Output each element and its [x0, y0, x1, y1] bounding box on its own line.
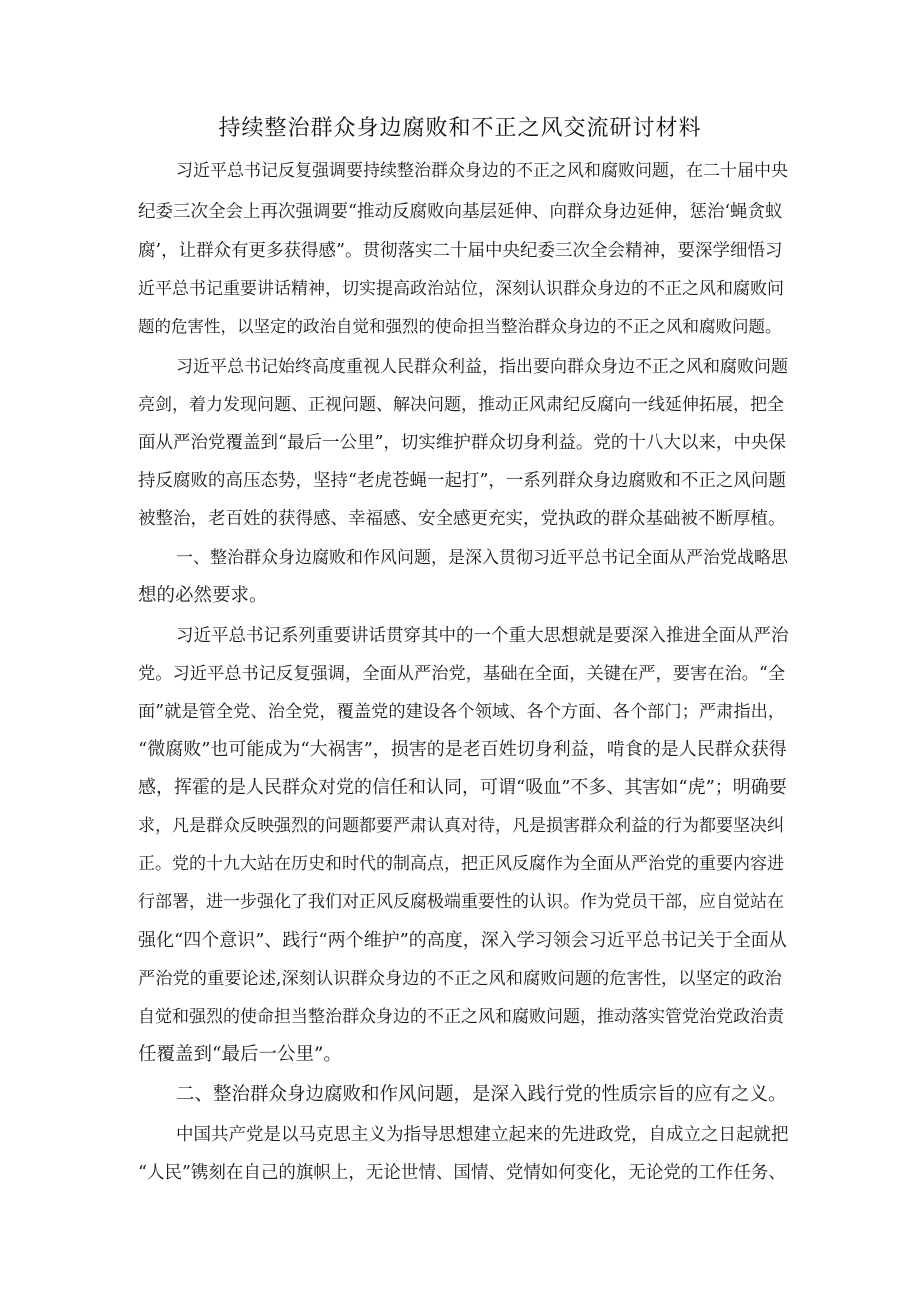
paragraph-line: 近平总书记重要讲话精神，切实提高政治站位，深刻认识群众身边的不正之风和腐败问 — [138, 279, 784, 299]
paragraph-line: 习近平总书记始终高度重视人民群众利益，指出要向群众身边不正之风和腐败问题 — [176, 357, 788, 377]
paragraph-line: 党。习近平总书记反复强调，全面从严治党，基础在全面，关键在严，要害在治。“全 — [138, 664, 786, 684]
paragraph-line: 习近平总书记反复强调要持续整治群众身边的不正之风和腐败问题，在二十届中央 — [176, 161, 788, 181]
paragraph-line: 被整治，老百姓的获得感、幸福感、安全感更充实，党执政的群众基础被不断厚植。 — [138, 509, 786, 529]
paragraph-line: 亮剑，着力发现问题、正视问题、解决问题，推动正风肃纪反腐向一线延伸拓展，把全 — [138, 395, 784, 415]
section-heading-line: 二、整治群众身边腐败和作风问题，是深入践行党的性质宗旨的应有之义。 — [176, 1084, 787, 1105]
paragraph-line: 正。党的十九大站在历史和时代的制高点，把正风反腐作为全面从严治党的重要内容进 — [138, 854, 784, 874]
paragraph-line: “微腐败”也可能成为“大祸害”，损害的是老百姓切身利益，啃食的是人民群众获得 — [138, 739, 787, 760]
paragraph-line: 求，凡是群众反映强烈的问题都要严肃认真对待，凡是损害群众利益的行为都要坚决纠 — [138, 816, 784, 836]
paragraph-line: 题的危害性，以坚定的政治自觉和强烈的使命担当整治群众身边的不正之风和腐败问题。 — [138, 317, 782, 336]
paragraph-line: 行部署，进一步强化了我们对正风反腐极端重要性的认识。作为党员干部，应自觉站在 — [138, 892, 784, 912]
paragraph-line: 中国共产党是以马克思主义为指导思想建立起来的先进政党，自成立之日起就把 — [176, 1125, 789, 1145]
section-heading-line: 一、整治群众身边腐败和作风问题，是深入贯彻习近平总书记全面从严治党战略思 — [176, 548, 788, 568]
document-title: 持续整治群众身边腐败和不正之风交流研讨材料 — [218, 116, 702, 141]
paragraph-line: 持反腐败的高压态势，坚持“老虎苍蝇一起打”，一系列群众身边腐败和不正之风问题 — [138, 471, 786, 491]
paragraph-line: 面从严治党覆盖到“最后一公里”，切实维护群众切身利益。党的十八大以来，中央保 — [138, 433, 786, 453]
paragraph-line: 任覆盖到“最后一公里”。 — [138, 1044, 342, 1065]
section-heading-line: 想的必然要求。 — [138, 585, 268, 606]
paragraph-line: 严治党的重要论述,深刻认识群众身边的不正之风和腐败问题的危害性，以坚定的政治 — [138, 969, 782, 989]
paragraph-line: 纪委三次全会上再次强调要“推动反腐败向基层延伸、向群众身边延伸，惩治‘蝇贪蚁 — [138, 202, 783, 222]
paragraph-line: 习近平总书记系列重要讲话贯穿其中的一个重大思想就是要深入推进全面从严治 — [176, 626, 789, 646]
paragraph-line: “人民”镌刻在自己的旗帜上，无论世情、国情、党情如何变化，无论党的工作任务、 — [138, 1163, 786, 1183]
paragraph-line: 强化“四个意识”、践行“两个维护”的高度，深入学习领会习近平总书记关于全面从 — [138, 930, 787, 951]
paragraph-line: 面”就是管全党、治全党，覆盖党的建设各个领域、各个方面、各个部门；严肃指出， — [138, 702, 786, 722]
paragraph-line: 腐’，让群众有更多获得感”。贯彻落实二十届中央纪委三次全会精神，要深学细悟习 — [138, 241, 783, 261]
paragraph-line: 感，挥霍的是人民群众对党的信任和认同，可谓“吸血”不多、其害如“虎”；明确要 — [138, 777, 787, 798]
paragraph-line: 自觉和强烈的使命担当整治群众身边的不正之风和腐败问题，推动落实管党治党政治责 — [138, 1007, 784, 1027]
